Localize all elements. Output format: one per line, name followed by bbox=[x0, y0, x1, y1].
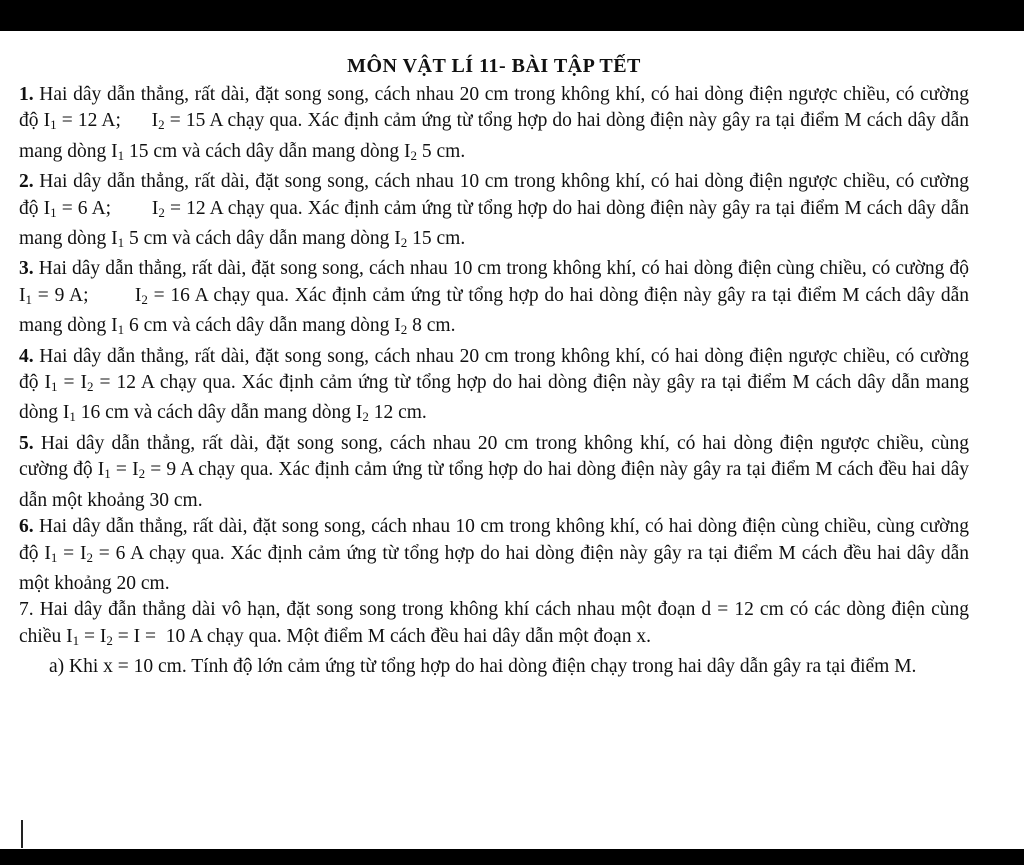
problem-3: 3. Hai dây dẫn thẳng, rất dài, đặt song song, cách nhau 10 cm trong không khí, có hai dòng điện cùng chiều, có cường độ $I_1 = 9$ A; $I_2 = 16$ A chạy qua. Xác định cảm ứng từ tổng hợp do hai dòng điện này gây ra tại điểm M cách dây dẫn mang dòng $I_1$ 6 cm và cách dây dẫn mang dòng $I_2$ 8 cm. bbox=[19, 258, 970, 338]
bottom-black-bar bbox=[0, 849, 1024, 865]
problem-text: Hai dây dẫn thẳng, rất dài, đặt song song, cách nhau 10 cm trong không khí, có hai dòng điện cùng chiều, có cường độ bbox=[33, 258, 969, 280]
problem-text: Hai dây dẫn thẳng, rất dài, đặt song song, cách nhau 20 cm trong không khí, có hai dòng điện ngược chiều, cùng cường độ bbox=[19, 432, 969, 481]
problem-5: 5. Hai dây dẫn thẳng, rất dài, đặt song song, cách nhau 20 cm trong không khí, có hai dòng điện ngược chiều, cùng cường độ $I_1 = I_2 = 9$ A chạy qua. Xác định cảm ứng từ tổng hợp do hai dòng điện này gây ra tại điểm M cách đều hai dây dẫn một khoảng 30 cm. bbox=[19, 432, 969, 511]
problem-1: 1. Hai dây dẫn thẳng, rất dài, đặt song song, cách nhau 20 cm trong không khí, có hai dòng điện ngược chiều, có cường độ $I_1 = 12$ A; $I_2 = 15$ A chạy qua. Xác định cảm ứng từ tổng hợp do hai dòng điện này gây ra tại điểm M cách dây dẫn mang dòng $I_1$ 15 cm và cách dây dẫn mang dòng $I_2$ 5 cm. bbox=[19, 84, 970, 163]
problem-text: Hai dây dẫn thẳng, rất dài, đặt song song, cách nhau 10 cm trong không khí, có hai dòng điện cùng chiều, cùng cường độ bbox=[19, 516, 969, 564]
page-title: MÔN VẬT LÍ 11- BÀI TẬP TẾT bbox=[347, 55, 641, 77]
problem-4: 4. Hai dây dẫn thẳng, rất dài, đặt song song, cách nhau 20 cm trong không khí, có hai dòng điện ngược chiều, có cường độ $I_1 = I_2 = 12$ A chạy qua. Xác định cảm ứng từ tổng hợp do hai dòng điện này gây ra tại điểm M cách dây dẫn mang dòng $I_1$ 16 cm và cách dây dẫn mang dòng $I_2$ 12 cm. bbox=[19, 345, 970, 425]
problem-number: 7. bbox=[19, 599, 34, 621]
problem-number: 1. bbox=[19, 84, 34, 105]
problem-text: Hai dây dẫn thẳng, rất dài, đặt song song, cách nhau 20 cm trong không khí, có hai dòng điện ngược chiều, có cường độ bbox=[19, 345, 969, 394]
problem-7: 7. Hai dây đẫn thẳng dài vô hạn, đặt song song trong không khí cách nhau một đoạn d = 12 cm có các dòng điện cùng chiều $I_1 = I_2 = I = 10$ A chạy qua. Một điểm M cách đều hai dây dẫn một đoạn x. bbox=[19, 599, 969, 648]
problem-6: 6. Hai dây dẫn thẳng, rất dài, đặt song song, cách nhau 10 cm trong không khí, có hai dòng điện cùng chiều, cùng cường độ $I_1 = I_2 = 6$ A chạy qua. Xác định cảm ứng từ tổng hợp do hai dòng điện này gây ra tại điểm M cách đều hai dây dẫn một khoảng 20 cm. bbox=[19, 516, 969, 594]
problem-text: Hai dây đẫn thẳng dài vô hạn, đặt song song trong không khí cách nhau một đoạn d = 12 cm có các dòng điện cùng chiều bbox=[19, 599, 969, 647]
problem-text: Hai dây dẫn thẳng, rất dài, đặt song song, cách nhau 10 cm trong không khí, có hai dòng điện ngược chiều, có cường độ bbox=[19, 171, 969, 219]
text-cursor bbox=[21, 820, 23, 848]
problem-number: 2. bbox=[19, 171, 34, 193]
problem-text: Hai dây dẫn thẳng, rất dài, đặt song song, cách nhau 20 cm trong không khí, có hai dòng điện ngược chiều, có cường độ bbox=[19, 84, 969, 132]
problem-number: 6. bbox=[19, 516, 34, 538]
problem-number: 3. bbox=[19, 258, 34, 280]
top-black-bar bbox=[0, 0, 1024, 31]
problem-number: 4. bbox=[19, 345, 34, 367]
problem-2: 2. Hai dây dẫn thẳng, rất dài, đặt song song, cách nhau 10 cm trong không khí, có hai dòng điện ngược chiều, có cường độ $I_1 = 6$ A; $I_2 = 12$ A chạy qua. Xác định cảm ứng từ tổng hợp do hai dòng điện này gây ra tại điểm M cách dây dẫn mang dòng $I_1$ 5 cm và cách dây dẫn mang dòng $I_2$ 15 cm. bbox=[19, 171, 970, 251]
problem-7-part-a: a) Khi x = 10 cm. Tính độ lớn cảm ứng từ tổng hợp do hai dòng điện chạy trong hai dây dẫn gây ra tại điểm M. bbox=[49, 656, 917, 678]
document-page bbox=[19, 52, 969, 681]
problem-number: 5. bbox=[19, 432, 34, 454]
